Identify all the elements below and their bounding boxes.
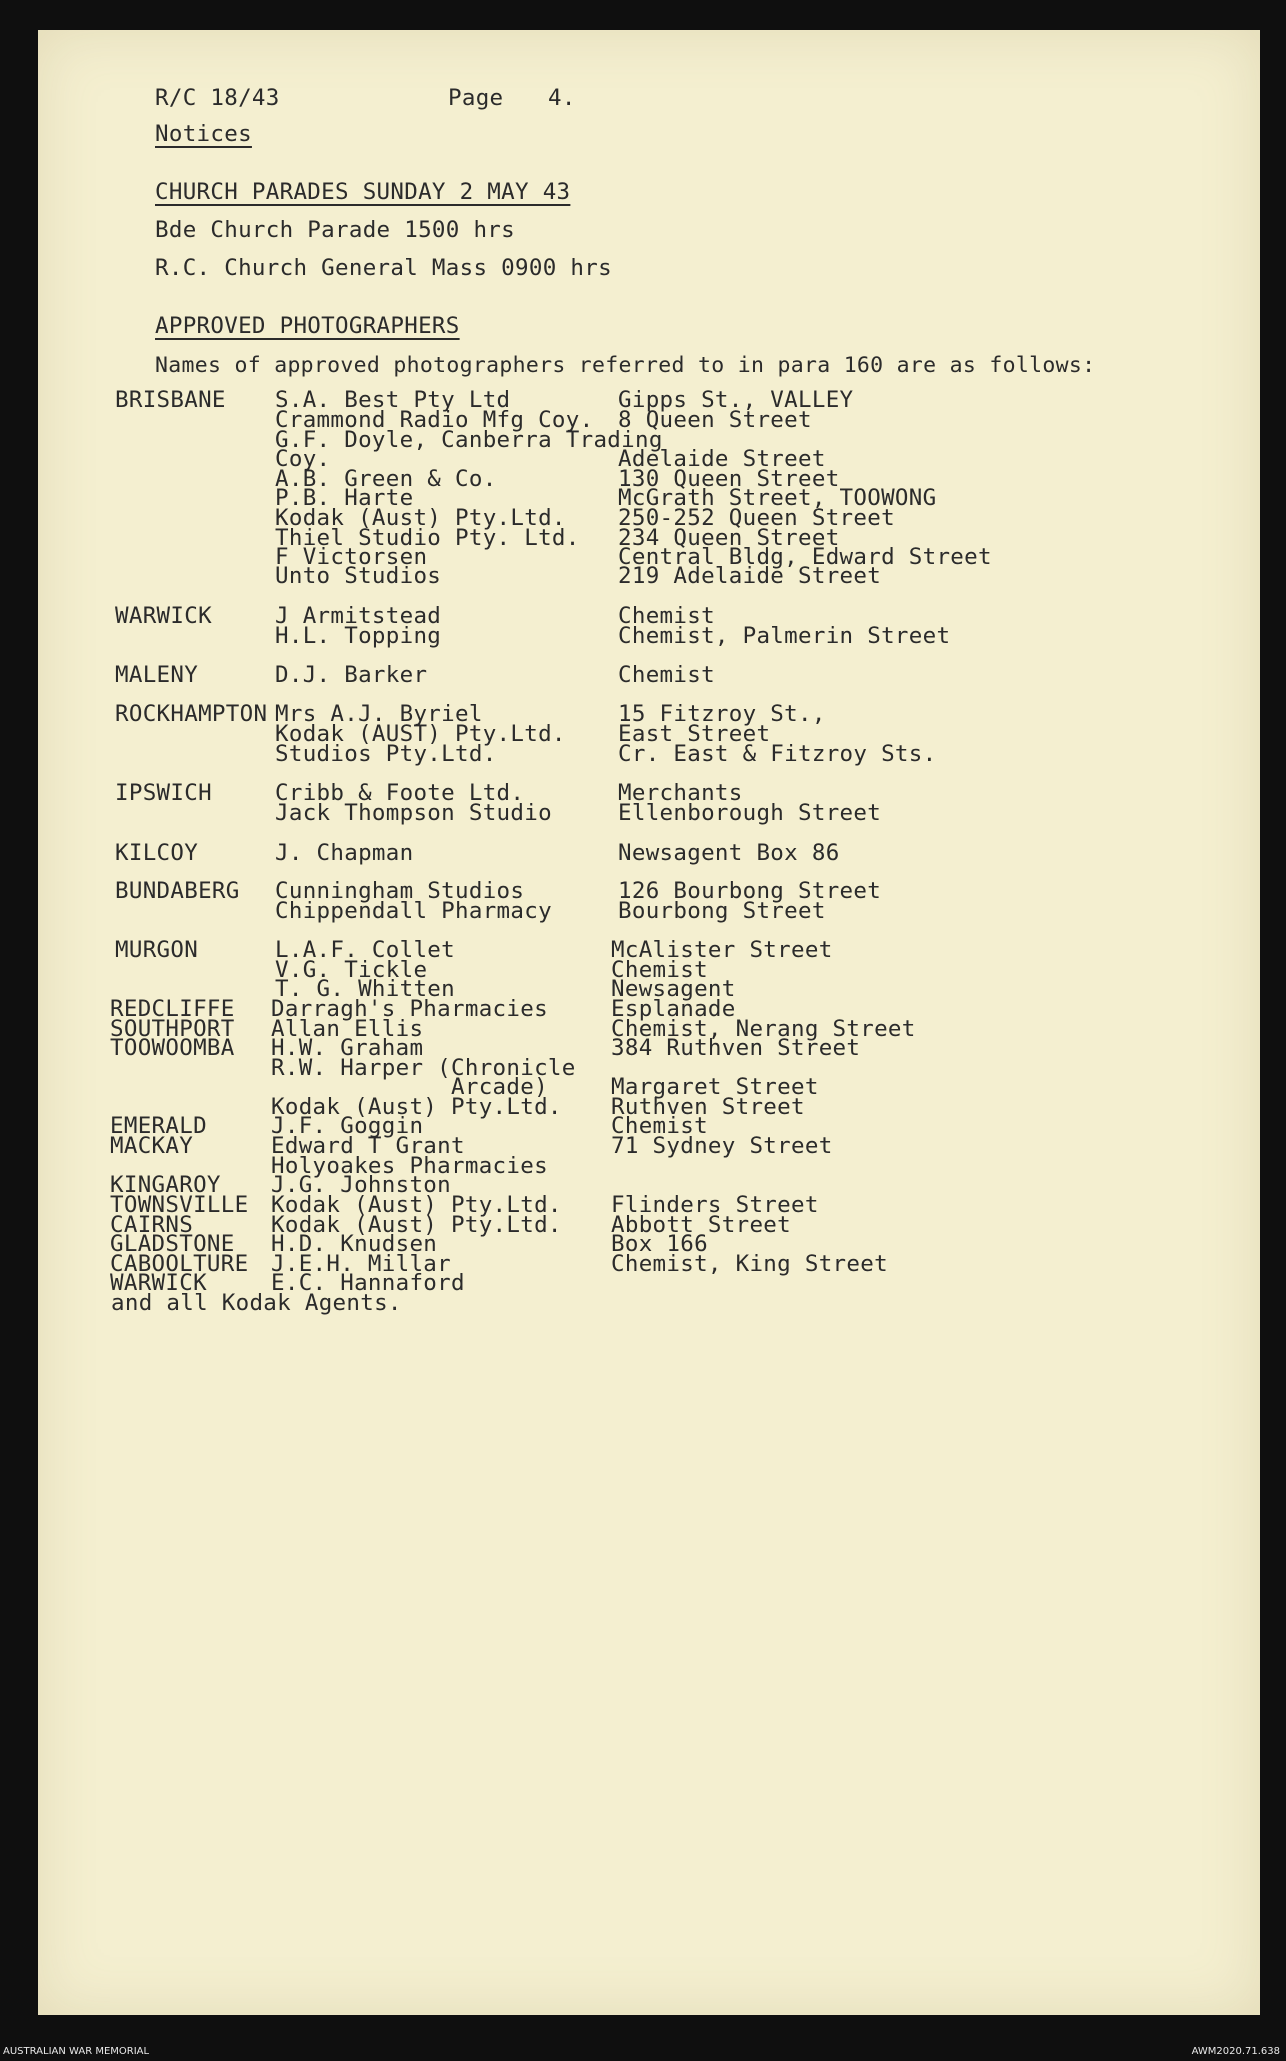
row-name: Allan Ellis (271, 1016, 424, 1042)
row-name: Coy. (275, 446, 331, 472)
row-name: Darragh's Pharmacies (271, 996, 548, 1022)
row-place: CAIRNS (110, 1212, 194, 1238)
row-name: S.A. Best Pty Ltd (275, 387, 511, 413)
row-address: McGrath Street, TOOWONG (618, 485, 937, 511)
row-address: Chemist, King Street (611, 1251, 888, 1277)
row-place: MURGON (115, 937, 199, 963)
row-name: J Armitstead (275, 603, 442, 629)
row-name: R.W. Harper (Chronicle (271, 1055, 576, 1081)
row-address: Chemist, Palmerin Street (618, 623, 951, 649)
row-address: Gipps St., VALLEY (618, 387, 854, 413)
row-address: Chemist (611, 957, 708, 983)
row-place: WARWICK (115, 603, 212, 629)
row-name: Thiel Studio Pty. Ltd. (275, 525, 580, 551)
row-address: East Street (618, 721, 771, 747)
row-address: McAlister Street (611, 937, 833, 963)
row-address: Chemist, Nerang Street (611, 1016, 916, 1042)
row-address: Newsagent Box 86 (618, 840, 840, 866)
row-address: Chemist (618, 603, 715, 629)
row-name: P.B. Harte (275, 485, 414, 511)
row-place: BRISBANE (115, 387, 226, 413)
row-name: Kodak (Aust) Pty.Ltd. (271, 1212, 562, 1238)
row-place: EMERALD (110, 1113, 207, 1139)
footer-left: AUSTRALIAN WAR MEMORIAL (3, 2046, 150, 2057)
reference-number: R/C 18/43 (155, 85, 280, 111)
row-address: 15 Fitzroy St., (618, 701, 826, 727)
row-address: 250-252 Queen Street (618, 505, 895, 531)
row-place: GLADSTONE (110, 1231, 235, 1257)
row-address: Box 166 (611, 1231, 708, 1257)
row-name: H.L. Topping (275, 623, 442, 649)
row-address: 126 Bourbong Street (618, 878, 882, 904)
page-number: 4. (548, 85, 576, 111)
row-place: BUNDABERG (115, 878, 240, 904)
row-place: KINGAROY (110, 1172, 221, 1198)
row-address: 384 Ruthven Street (611, 1035, 861, 1061)
row-address: Chemist (618, 662, 715, 688)
row-name: Jack Thompson Studio (275, 800, 552, 826)
row-name: Cunningham Studios (275, 878, 525, 904)
row-place: ROCKHAMPTON (115, 701, 268, 727)
row-address: Flinders Street (611, 1192, 819, 1218)
row-name: Kodak (Aust) Pty.Ltd. (271, 1094, 562, 1120)
row-address: Abbott Street (611, 1212, 791, 1238)
row-address: 219 Adelaide Street (618, 563, 882, 589)
section-title: Notices (155, 121, 252, 147)
row-address: 130 Queen Street (618, 466, 840, 492)
row-address: Bourbong Street (618, 898, 826, 924)
closing-line: and all Kodak Agents. (111, 1290, 402, 1316)
row-address: Merchants (618, 780, 743, 806)
row-name: F Victorsen (275, 544, 428, 570)
row-address: Central Bldg, Edward Street (618, 544, 992, 570)
row-address: 8 Queen Street (618, 407, 812, 433)
row-name: Crammond Radio Mfg Coy. (275, 407, 594, 433)
row-address: Ellenborough Street (618, 800, 882, 826)
row-address: Esplanade (611, 996, 736, 1022)
photographers-intro: Names of approved photographers referred to in para 160 are as follows: (155, 353, 1096, 378)
row-name: Chippendall Pharmacy (275, 898, 552, 924)
row-name: J.E.H. Millar (271, 1251, 451, 1277)
row-address: Ruthven Street (611, 1094, 805, 1120)
row-name: H.W. Graham (271, 1035, 424, 1061)
row-address: Adelaide Street (618, 446, 826, 472)
footer-right: AWM2020.71.638 (1191, 2046, 1280, 2057)
row-address: Margaret Street (611, 1074, 819, 1100)
row-address: Cr. East & Fitzroy Sts. (618, 741, 937, 767)
row-place: IPSWICH (115, 780, 212, 806)
row-place: TOWNSVILLE (110, 1192, 249, 1218)
row-name: V.G. Tickle (275, 957, 428, 983)
row-name: Studios Pty.Ltd. (275, 741, 497, 767)
row-place: TOOWOOMBA (110, 1035, 235, 1061)
row-place: REDCLIFFE (110, 996, 235, 1022)
church-line-1: Bde Church Parade 1500 hrs (155, 217, 515, 243)
photographers-heading: APPROVED PHOTOGRAPHERS (155, 313, 460, 339)
row-address: Newsagent (611, 976, 736, 1002)
row-place: MALENY (115, 662, 199, 688)
document-page (38, 30, 1260, 2015)
row-place: SOUTHPORT (110, 1016, 235, 1042)
row-name: E.C. Hannaford (271, 1270, 465, 1296)
row-place: CABOOLTURE (110, 1251, 249, 1277)
row-name: J. Chapman (275, 840, 414, 866)
row-name: H.D. Knudsen (271, 1231, 438, 1257)
row-place: MACKAY (110, 1133, 194, 1159)
row-place: KILCOY (115, 840, 199, 866)
church-line-2: R.C. Church General Mass 0900 hrs (155, 255, 612, 281)
church-parades-heading: CHURCH PARADES SUNDAY 2 MAY 43 (155, 179, 571, 205)
row-name: Mrs A.J. Byriel (275, 701, 483, 727)
row-name: J.F. Goggin (271, 1113, 424, 1139)
row-address: 234 Queen Street (618, 525, 840, 551)
row-name: Unto Studios (275, 563, 442, 589)
page-label: Page (448, 85, 504, 111)
row-name: Cribb & Foote Ltd. (275, 780, 525, 806)
row-address: 71 Sydney Street (611, 1133, 833, 1159)
row-place: WARWICK (110, 1270, 207, 1296)
row-name: Kodak (Aust) Pty.Ltd. (275, 505, 566, 531)
row-name: G.F. Doyle, Canberra Trading (275, 427, 663, 453)
row-name: L.A.F. Collet (275, 937, 455, 963)
row-name: D.J. Barker (275, 662, 428, 688)
row-name: Holyoakes Pharmacies (271, 1153, 548, 1179)
row-name: Kodak (AUST) Pty.Ltd. (275, 721, 566, 747)
row-name: Edward T Grant (271, 1133, 465, 1159)
row-name: A.B. Green & Co. (275, 466, 497, 492)
row-name: Arcade) (271, 1074, 548, 1100)
row-address: Chemist (611, 1113, 708, 1139)
row-name: Kodak (Aust) Pty.Ltd. (271, 1192, 562, 1218)
row-name: T. G. Whitten (275, 976, 455, 1002)
row-name: J.G. Johnston (271, 1172, 451, 1198)
